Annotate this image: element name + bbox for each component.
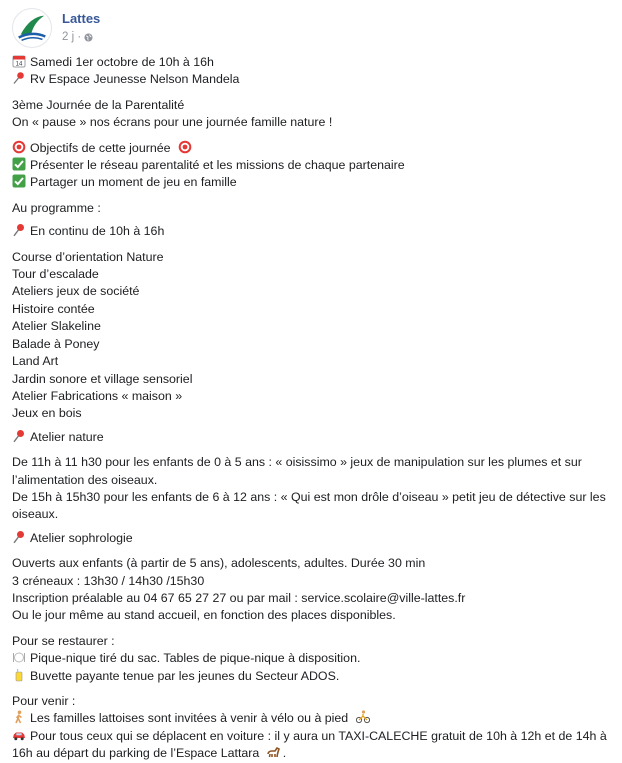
come-item: Pour tous ceux qui se déplacent en voiture : il y aura un TAXI-CALECHE gratuit de 10h à 12h et de 14h à 16h au départ du parking de l’Espace Lattara . xyxy=(12,728,607,761)
horse-icon xyxy=(266,745,280,759)
place-line: Rv Espace Jeunesse Nelson Mandela xyxy=(12,71,612,88)
person-walking-icon xyxy=(12,710,26,724)
page-name-link[interactable]: Lattes xyxy=(62,11,101,26)
list-item: Tour d’escalade xyxy=(12,267,99,282)
food-item: Pique-nique tiré du sac. Tables de pique-nique à disposition. xyxy=(12,650,612,667)
check-mark-icon xyxy=(12,174,26,188)
post-meta xyxy=(62,30,93,44)
post-time[interactable]: 2 j · xyxy=(62,31,82,43)
sophro-line: Inscription préalable au 04 67 65 27 27 ou par mail : service.scolaire@ville-lattes.fr xyxy=(12,590,466,605)
come-item: Les familles lattoises sont invitées à venir à vélo ou à pied xyxy=(12,710,612,727)
program-label: Au programme : xyxy=(12,200,101,215)
nature-paragraph: De 11h à 11 h30 pour les enfants de 0 à 5 ans : « oisissimo » jeux de manipulation sur les plumes et sur l’alimentation des oiseaux. xyxy=(12,455,582,487)
activity-list xyxy=(12,249,612,423)
calendar-icon xyxy=(12,54,26,68)
post-header xyxy=(12,8,612,48)
svg-text:14: 14 xyxy=(15,61,23,68)
list-item: Atelier Fabrications « maison » xyxy=(12,388,183,403)
lattes-logo-icon xyxy=(13,9,51,47)
automobile-icon xyxy=(12,728,26,742)
list-item: Ateliers jeux de société xyxy=(12,284,140,299)
nature-label: Atelier nature xyxy=(12,429,612,446)
continuous-label: En continu de 10h à 16h xyxy=(12,223,612,240)
objective-item: Présenter le réseau parentalité et les missions de chaque partenaire xyxy=(12,157,612,174)
post-body xyxy=(12,54,612,763)
sophro-line: 3 créneaux : 13h30 / 14h30 /15h30 xyxy=(12,573,205,588)
nature-paragraph: De 15h à 15h30 pour les enfants de 6 à 12 ans : « Qui est mon drôle d’oiseau » petit jeu de détective sur les oiseaux. xyxy=(12,489,606,522)
objective-item: Partager un moment de jeu en famille xyxy=(12,174,612,191)
list-item: Histoire contée xyxy=(12,301,95,316)
target-icon xyxy=(178,140,192,154)
food-item: Buvette payante tenue par les jeunes du Secteur ADOS. xyxy=(12,668,612,685)
food-label: Pour se restaurer : xyxy=(12,633,115,648)
event-subtitle: On « pause » nos écrans pour une journée famille nature ! xyxy=(12,115,333,130)
person-biking-icon xyxy=(356,710,370,724)
list-item: Course d’orientation Nature xyxy=(12,249,164,264)
target-icon xyxy=(12,140,26,154)
plate-cutlery-icon xyxy=(12,650,26,664)
cup-icon xyxy=(12,668,26,682)
page-avatar[interactable] xyxy=(12,8,52,48)
event-title: 3ème Journée de la Parentalité xyxy=(12,97,185,112)
come-label: Pour venir : xyxy=(12,694,76,708)
globe-icon[interactable] xyxy=(84,33,93,42)
check-mark-icon xyxy=(12,157,26,171)
sophro-line: Ouverts aux enfants (à partir de 5 ans), adolescents, adultes. Durée 30 min xyxy=(12,556,426,571)
list-item: Jardin sonore et village sensoriel xyxy=(12,371,193,386)
pushpin-icon xyxy=(12,71,26,85)
sophro-line: Ou le jour même au stand accueil, en fonction des places disponibles. xyxy=(12,608,396,623)
list-item: Balade à Poney xyxy=(12,336,100,351)
round-pushpin-icon xyxy=(12,530,26,544)
sophro-label: Atelier sophrologie xyxy=(12,530,612,547)
round-pushpin-icon xyxy=(12,429,26,443)
list-item: Jeux en bois xyxy=(12,406,82,421)
list-item: Atelier Slakeline xyxy=(12,319,101,334)
round-pushpin-icon xyxy=(12,223,26,237)
date-line: 14 Samedi 1er octobre de 10h à 16h xyxy=(12,54,612,71)
list-item: Land Art xyxy=(12,354,59,369)
objectives-title: Objectifs de cette journée xyxy=(12,140,612,157)
